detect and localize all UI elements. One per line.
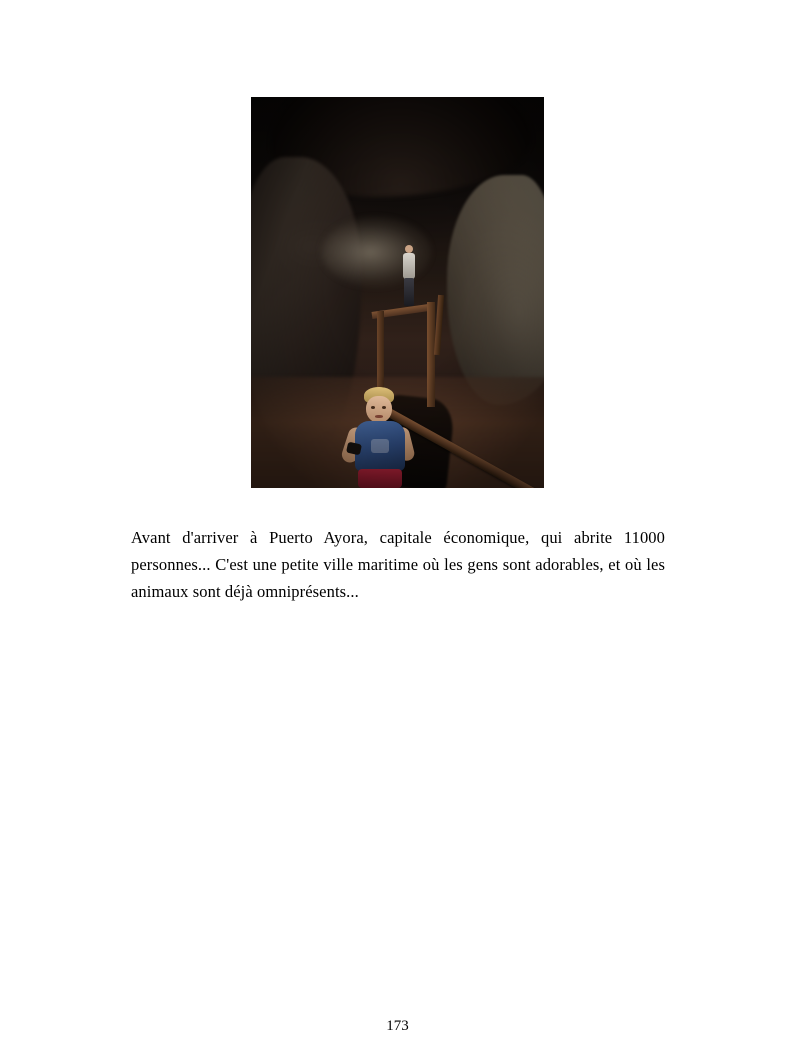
handrail-post-right	[434, 295, 444, 355]
child-face	[366, 396, 392, 423]
person-distant	[401, 245, 417, 307]
body-paragraph	[131, 524, 665, 605]
child-foreground	[341, 387, 415, 488]
child-mouth	[375, 415, 383, 418]
photo-figure	[251, 97, 544, 488]
person-distant-torso	[403, 253, 415, 279]
body-paragraph-text: Avant d'arriver à Puerto Ayora, capitale économique, qui abrite 11000 personnes... C'est une petite ville maritime où les gens sont adorables, et où les animaux sont déjà omniprésents...	[131, 528, 665, 601]
person-distant-legs	[404, 278, 414, 306]
page-number: 173	[386, 1018, 409, 1034]
cave-right-wall-rock	[447, 175, 544, 405]
cave-photograph	[251, 97, 544, 488]
child-shirt-print	[371, 439, 389, 453]
child-eye-left	[371, 406, 375, 409]
person-distant-head	[405, 245, 413, 253]
child-shorts	[358, 469, 402, 488]
child-eye-right	[382, 406, 386, 409]
